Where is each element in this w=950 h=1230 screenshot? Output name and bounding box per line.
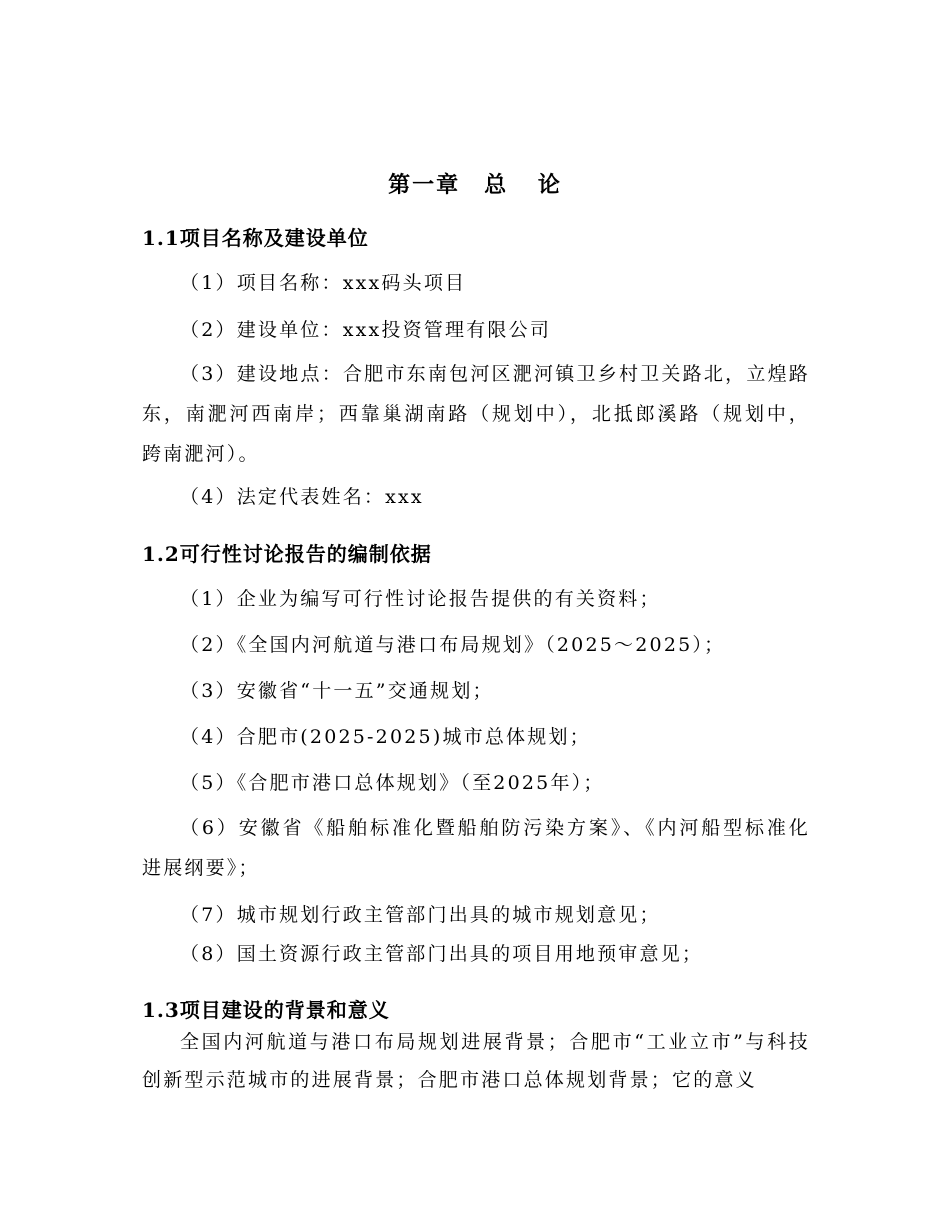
basis-item-3: （3）安徽省“十一五”交通规划； [180,680,494,702]
basis-item-8: （8）国土资源行政主管部门出具的项目用地预审意见； [180,943,704,965]
legal-representative-item: （4）法定代表姓名：xxx [180,486,424,508]
section-heading-1-3: 1.3项目建设的背景和意义 [142,998,390,1022]
basis-item-7: （7）城市规划行政主管部门出具的城市规划意见； [180,904,661,926]
construction-unit-item: （2）建设单位：xxx投资管理有限公司 [180,319,552,341]
background-paragraph: 全国内河航道与港口布局规划进展背景；合肥市“工业立市”与科技创新型示范城市的进展背景；合肥市港口总体规划背景；它的意义 [142,1031,810,1091]
construction-site-item: （3）建设地点：合肥市东南包河区淝河镇卫乡村卫关路北，立煌路东，南淝河西南岸；西靠巢湖南路（规划中），北抵郎溪路（规划中，跨南淝河）。 [142,363,810,465]
basis-item-6: （6）安徽省《船舶标准化暨船舶防污染方案》、《内河船型标准化进展纲要》； [142,817,810,879]
basis-item-4: （4）合肥市(2025-2025)城市总体规划； [180,726,591,748]
section-heading-1-1: 1.1项目名称及建设单位 [142,226,369,250]
project-name-item: （1）项目名称：xxx码头项目 [180,272,467,294]
basis-item-5: （5）《合肥市港口总体规划》（至2025年）； [180,772,605,794]
section-heading-1-2: 1.2可行性讨论报告的编制依据 [142,542,432,566]
basis-item-1: （1）企业为编写可行性讨论报告提供的有关资料； [180,588,661,610]
chapter-title: 第一章 总 论 [388,172,562,198]
basis-item-2: （2）《全国内河航道与港口布局规划》（2025～2025）； [180,634,726,656]
